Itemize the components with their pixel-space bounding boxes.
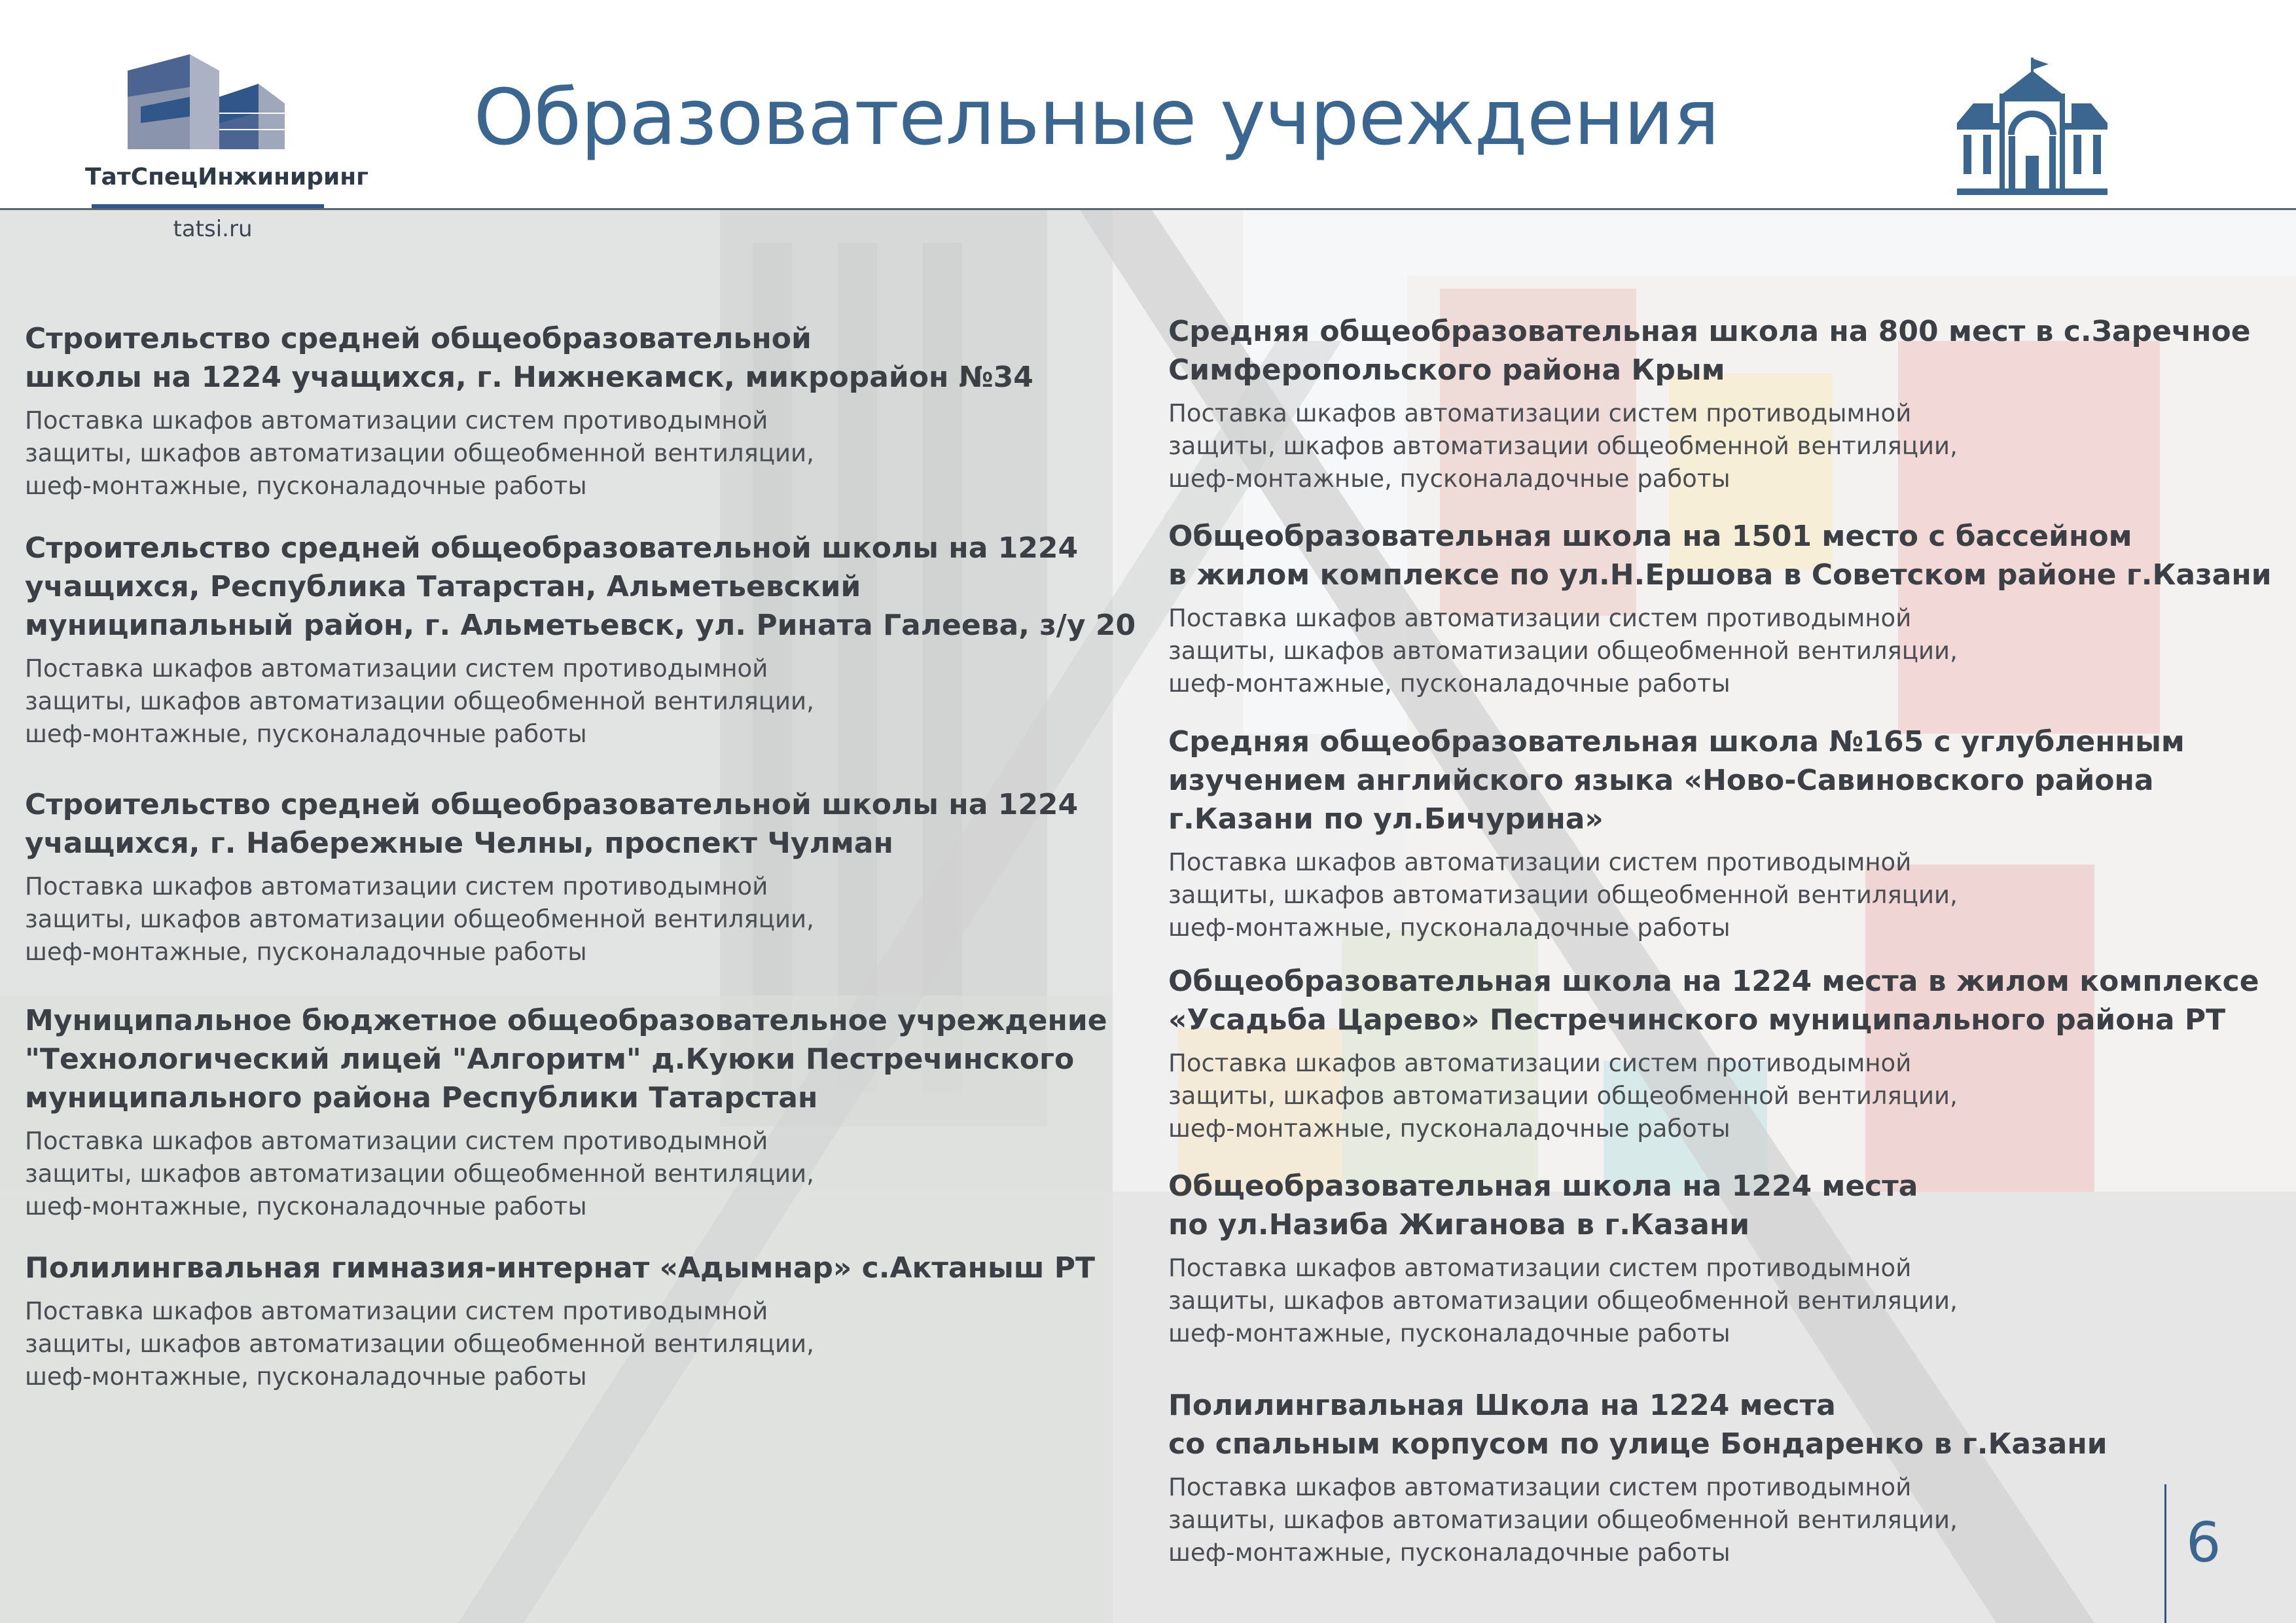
project-item	[1168, 722, 2281, 944]
project-description: Поставка шкафов автоматизации систем противодымной защиты, шкафов автоматизации общеобменной вентиляции, шеф-монтажные, пусконаладочные работы	[25, 654, 814, 748]
project-item	[1168, 312, 2281, 495]
project-item	[1168, 1386, 2281, 1569]
project-title: Строительство средней общеобразовательной школы на 1224 учащихся, г. Нижнекамск, микрорайон №34	[25, 322, 1033, 394]
project-title: Средняя общеобразовательная школа на 800 мест в с.Заречное Симферопольского района Крым	[1168, 315, 2251, 387]
project-description: Поставка шкафов автоматизации систем противодымной защиты, шкафов автоматизации общеобменной вентиляции, шеф-монтажные, пусконаладочные работы	[25, 406, 814, 500]
project-title: Полилингвальная гимназия-интернат «Адымнар» с.Актаныш РТ	[25, 1251, 1096, 1285]
header	[0, 0, 2296, 208]
project-description: Поставка шкафов автоматизации систем противодымной защиты, шкафов автоматизации общеобменной вентиляции, шеф-монтажные, пусконаладочные работы	[1168, 399, 1958, 493]
project-title: Средняя общеобразовательная школа №165 с углубленным изучением английского языка «Ново-Савиновского района г.Казани по ул.Бичурина»	[1168, 725, 2185, 836]
project-item	[1168, 517, 2281, 700]
project-item	[25, 529, 1151, 751]
buildings-logo-icon	[128, 51, 298, 159]
project-title: Строительство средней общеобразовательной школы на 1224 учащихся, г. Набережные Челны, проспект Чулман	[25, 788, 1079, 860]
project-title: Муниципальное бюджетное общеобразовательное учреждение "Технологический лицей "Алгоритм" д.Куюки Пестречинского муниципального района Республики Татарстан	[25, 1004, 1107, 1115]
project-description: Поставка шкафов автоматизации систем противодымной защиты, шкафов автоматизации общеобменной вентиляции, шеф-монтажные, пусконаладочные работы	[25, 872, 814, 966]
project-title: Общеобразовательная школа на 1224 места по ул.Назиба Жиганова в г.Казани	[1168, 1169, 1918, 1241]
project-description: Поставка шкафов автоматизации систем противодымной защиты, шкафов автоматизации общеобменной вентиляции, шеф-монтажные, пусконаладочные работы	[1168, 604, 1958, 698]
project-item	[25, 785, 1151, 969]
project-title: Полилингвальная Школа на 1224 места со спальным корпусом по улице Бондаренко в г.Казани	[1168, 1389, 2108, 1461]
project-title: Общеобразовательная школа на 1224 места в жилом комплексе «Усадьба Царево» Пестречинского муниципального района РТ	[1168, 965, 2259, 1037]
project-title: Строительство средней общеобразовательной школы на 1224 учащихся, Республика Татарстан, Альметьевский муниципальный район, г. Альметьевск, ул. Рината Галеева, з/у 20	[25, 531, 1136, 642]
company-name: ТатСпецИнжиниринг	[85, 164, 368, 190]
project-item	[25, 1249, 1151, 1393]
page-number-divider	[2164, 1484, 2166, 1623]
project-description: Поставка шкафов автоматизации систем противодымной защиты, шкафов автоматизации общеобменной вентиляции, шеф-монтажные, пусконаладочные работы	[1168, 1049, 1958, 1143]
project-item	[1168, 1167, 2281, 1350]
project-description: Поставка шкафов автоматизации систем противодымной защиты, шкафов автоматизации общеобменной вентиляции, шеф-монтажные, пусконаладочные работы	[1168, 1473, 1958, 1567]
school-building-icon	[1954, 58, 2111, 195]
header-divider	[0, 208, 2296, 210]
page-number: 6	[2186, 1510, 2221, 1575]
project-description: Поставка шкафов автоматизации систем противодымной защиты, шкафов автоматизации общеобменной вентиляции, шеф-монтажные, пусконаладочные работы	[1168, 1254, 1958, 1347]
project-description: Поставка шкафов автоматизации систем противодымной защиты, шкафов автоматизации общеобменной вентиляции, шеф-монтажные, пусконаладочные работы	[25, 1297, 814, 1391]
project-title: Общеобразовательная школа на 1501 место с бассейном в жилом комплексе по ул.Н.Ершова в Советском районе г.Казани	[1168, 520, 2272, 592]
company-site: tatsi.ru	[173, 216, 253, 242]
project-item	[25, 1001, 1151, 1223]
project-description: Поставка шкафов автоматизации систем противодымной защиты, шкафов автоматизации общеобменной вентиляции, шеф-монтажные, пусконаладочные работы	[1168, 848, 1958, 942]
page-title: Образовательные учреждения	[473, 72, 1719, 162]
project-item	[1168, 962, 2281, 1145]
project-description: Поставка шкафов автоматизации систем противодымной защиты, шкафов автоматизации общеобменной вентиляции, шеф-монтажные, пусконаладочные работы	[25, 1127, 814, 1221]
project-item	[25, 319, 1151, 503]
